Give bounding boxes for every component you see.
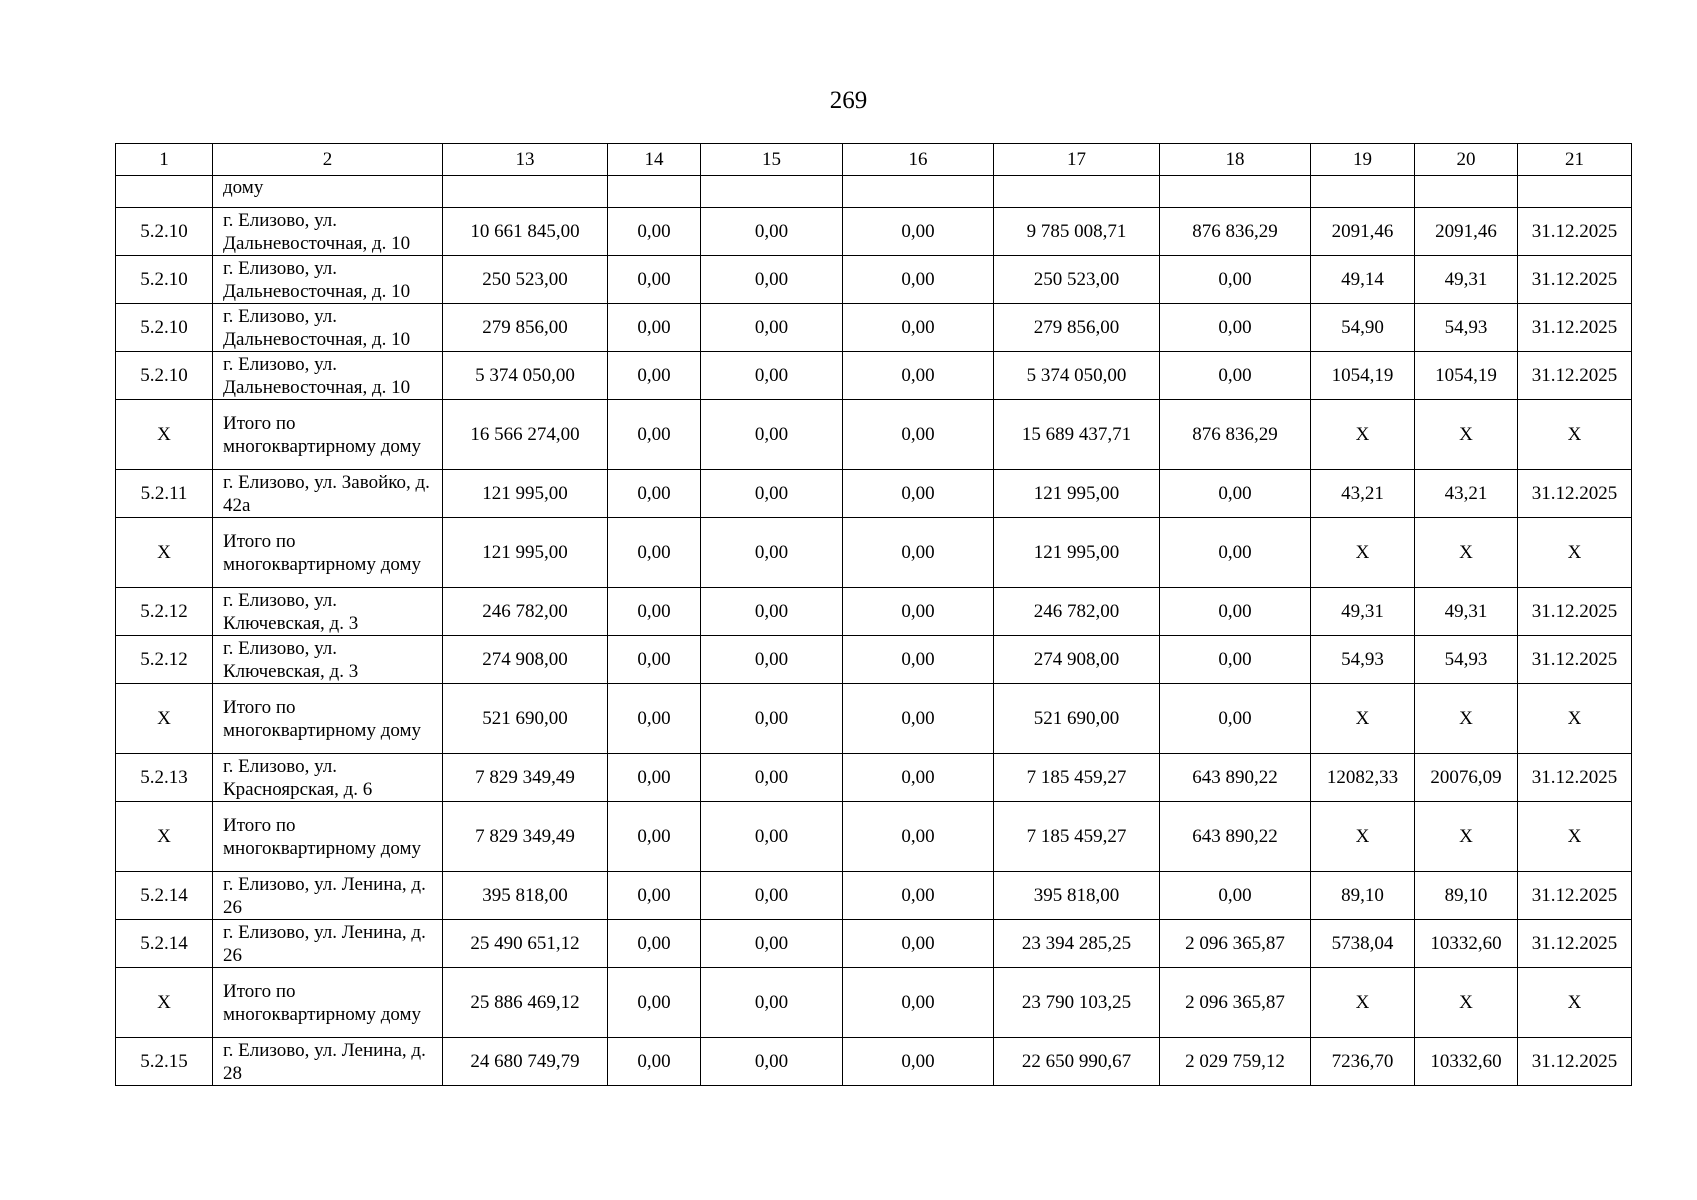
value-cell: 31.12.2025: [1518, 754, 1632, 802]
value-cell: 7 829 349,49: [443, 754, 608, 802]
value-cell: 1054,19: [1415, 352, 1518, 400]
value-cell: 0,00: [1160, 304, 1311, 352]
value-cell: 0,00: [701, 400, 843, 470]
column-header: 19: [1311, 144, 1415, 176]
value-cell: [1518, 176, 1632, 208]
value-cell: 0,00: [701, 754, 843, 802]
value-cell: 31.12.2025: [1518, 470, 1632, 518]
value-cell: 0,00: [843, 352, 994, 400]
value-cell: X: [1311, 802, 1415, 872]
value-cell: 0,00: [608, 256, 701, 304]
value-cell: 643 890,22: [1160, 754, 1311, 802]
value-cell: 643 890,22: [1160, 802, 1311, 872]
value-cell: 54,93: [1415, 304, 1518, 352]
value-cell: 876 836,29: [1160, 400, 1311, 470]
value-cell: 0,00: [608, 754, 701, 802]
table-header: [116, 144, 1632, 176]
value-cell: 0,00: [1160, 256, 1311, 304]
item-number-cell: X: [116, 518, 213, 588]
value-cell: X: [1518, 968, 1632, 1038]
address-cell: Итого по многоквартирному дому: [213, 968, 443, 1038]
item-number-cell: X: [116, 684, 213, 754]
value-cell: 25 886 469,12: [443, 968, 608, 1038]
value-cell: 0,00: [843, 208, 994, 256]
value-cell: 2 029 759,12: [1160, 1038, 1311, 1086]
value-cell: [994, 176, 1160, 208]
item-number-cell: 5.2.13: [116, 754, 213, 802]
item-number-cell: [116, 176, 213, 208]
value-cell: 0,00: [701, 208, 843, 256]
value-cell: 0,00: [608, 304, 701, 352]
value-cell: [843, 176, 994, 208]
value-cell: 0,00: [701, 684, 843, 754]
value-cell: X: [1415, 968, 1518, 1038]
value-cell: 279 856,00: [994, 304, 1160, 352]
value-cell: 0,00: [608, 872, 701, 920]
page-number: 269: [829, 87, 868, 114]
column-header: 14: [608, 144, 701, 176]
value-cell: 5 374 050,00: [443, 352, 608, 400]
value-cell: 89,10: [1415, 872, 1518, 920]
value-cell: [1415, 176, 1518, 208]
value-cell: 0,00: [701, 304, 843, 352]
value-cell: 25 490 651,12: [443, 920, 608, 968]
value-cell: 2091,46: [1311, 208, 1415, 256]
value-cell: 0,00: [701, 588, 843, 636]
value-cell: [443, 176, 608, 208]
value-cell: 2 096 365,87: [1160, 968, 1311, 1038]
table-row: [116, 872, 1632, 920]
table-row: [116, 920, 1632, 968]
value-cell: 0,00: [843, 518, 994, 588]
value-cell: 7 185 459,27: [994, 754, 1160, 802]
value-cell: 0,00: [701, 802, 843, 872]
address-cell: г. Елизово, ул. Завойко, д. 42а: [213, 470, 443, 518]
value-cell: 0,00: [843, 1038, 994, 1086]
value-cell: X: [1518, 684, 1632, 754]
column-header: 15: [701, 144, 843, 176]
value-cell: 0,00: [701, 518, 843, 588]
value-cell: X: [1518, 518, 1632, 588]
value-cell: 7236,70: [1311, 1038, 1415, 1086]
address-cell: г. Елизово, ул. Ленина, д. 28: [213, 1038, 443, 1086]
value-cell: 22 650 990,67: [994, 1038, 1160, 1086]
value-cell: 2 096 365,87: [1160, 920, 1311, 968]
address-cell: г. Елизово, ул. Ленина, д. 26: [213, 872, 443, 920]
subtotal-row: [116, 968, 1632, 1038]
value-cell: 521 690,00: [994, 684, 1160, 754]
value-cell: 0,00: [1160, 684, 1311, 754]
value-cell: X: [1311, 518, 1415, 588]
value-cell: 0,00: [843, 400, 994, 470]
value-cell: 49,31: [1311, 588, 1415, 636]
value-cell: 0,00: [1160, 470, 1311, 518]
item-number-cell: 5.2.12: [116, 588, 213, 636]
value-cell: 121 995,00: [443, 518, 608, 588]
value-cell: 0,00: [843, 304, 994, 352]
value-cell: 89,10: [1311, 872, 1415, 920]
value-cell: 10332,60: [1415, 1038, 1518, 1086]
table-row: [116, 754, 1632, 802]
value-cell: 1054,19: [1311, 352, 1415, 400]
value-cell: 0,00: [843, 256, 994, 304]
table-row: [116, 636, 1632, 684]
subtotal-row: [116, 802, 1632, 872]
value-cell: 121 995,00: [994, 470, 1160, 518]
item-number-cell: 5.2.10: [116, 352, 213, 400]
value-cell: 31.12.2025: [1518, 1038, 1632, 1086]
table-body: [116, 176, 1632, 1086]
value-cell: 121 995,00: [443, 470, 608, 518]
value-cell: X: [1415, 684, 1518, 754]
subtotal-row: [116, 684, 1632, 754]
item-number-cell: X: [116, 400, 213, 470]
address-cell: дому: [213, 176, 443, 208]
value-cell: 0,00: [608, 518, 701, 588]
value-cell: 246 782,00: [994, 588, 1160, 636]
value-cell: 31.12.2025: [1518, 208, 1632, 256]
value-cell: 0,00: [843, 588, 994, 636]
value-cell: 0,00: [1160, 872, 1311, 920]
value-cell: 43,21: [1311, 470, 1415, 518]
data-table: [115, 143, 1632, 1086]
item-number-cell: X: [116, 802, 213, 872]
value-cell: 0,00: [608, 470, 701, 518]
value-cell: 0,00: [701, 920, 843, 968]
value-cell: X: [1518, 802, 1632, 872]
table-row: [116, 470, 1632, 518]
column-header: 18: [1160, 144, 1311, 176]
value-cell: 23 790 103,25: [994, 968, 1160, 1038]
address-cell: г. Елизово, ул. Красноярская, д. 6: [213, 754, 443, 802]
value-cell: 279 856,00: [443, 304, 608, 352]
value-cell: 0,00: [701, 968, 843, 1038]
item-number-cell: 5.2.12: [116, 636, 213, 684]
table-row: [116, 208, 1632, 256]
value-cell: 0,00: [843, 636, 994, 684]
value-cell: 0,00: [843, 968, 994, 1038]
item-number-cell: 5.2.14: [116, 872, 213, 920]
value-cell: X: [1518, 400, 1632, 470]
address-cell: г. Елизово, ул. Дальневосточная, д. 10: [213, 304, 443, 352]
value-cell: 274 908,00: [443, 636, 608, 684]
value-cell: 5738,04: [1311, 920, 1415, 968]
address-cell: г. Елизово, ул. Дальневосточная, д. 10: [213, 352, 443, 400]
value-cell: 54,90: [1311, 304, 1415, 352]
column-header: 16: [843, 144, 994, 176]
value-cell: 0,00: [608, 1038, 701, 1086]
address-cell: Итого по многоквартирному дому: [213, 802, 443, 872]
value-cell: 0,00: [608, 802, 701, 872]
value-cell: 0,00: [701, 352, 843, 400]
value-cell: [1160, 176, 1311, 208]
value-cell: [1311, 176, 1415, 208]
value-cell: 24 680 749,79: [443, 1038, 608, 1086]
table-row: [116, 588, 1632, 636]
value-cell: 2091,46: [1415, 208, 1518, 256]
value-cell: X: [1415, 400, 1518, 470]
value-cell: 0,00: [608, 208, 701, 256]
value-cell: 0,00: [701, 872, 843, 920]
value-cell: X: [1311, 400, 1415, 470]
value-cell: 0,00: [608, 588, 701, 636]
table-row: [116, 304, 1632, 352]
value-cell: 521 690,00: [443, 684, 608, 754]
value-cell: 9 785 008,71: [994, 208, 1160, 256]
value-cell: 0,00: [608, 968, 701, 1038]
value-cell: 121 995,00: [994, 518, 1160, 588]
table-row: [116, 256, 1632, 304]
item-number-cell: 5.2.10: [116, 304, 213, 352]
value-cell: 31.12.2025: [1518, 636, 1632, 684]
column-header: 21: [1518, 144, 1632, 176]
value-cell: 0,00: [843, 920, 994, 968]
value-cell: 49,14: [1311, 256, 1415, 304]
value-cell: 0,00: [701, 470, 843, 518]
value-cell: 0,00: [701, 1038, 843, 1086]
value-cell: 395 818,00: [994, 872, 1160, 920]
value-cell: 7 829 349,49: [443, 802, 608, 872]
value-cell: 10332,60: [1415, 920, 1518, 968]
value-cell: 12082,33: [1311, 754, 1415, 802]
subtotal-row: [116, 400, 1632, 470]
address-cell: г. Елизово, ул. Ленина, д. 26: [213, 920, 443, 968]
value-cell: X: [1311, 684, 1415, 754]
item-number-cell: 5.2.11: [116, 470, 213, 518]
value-cell: 0,00: [843, 754, 994, 802]
value-cell: 7 185 459,27: [994, 802, 1160, 872]
value-cell: 0,00: [608, 920, 701, 968]
column-header: 13: [443, 144, 608, 176]
column-header: 20: [1415, 144, 1518, 176]
value-cell: 54,93: [1311, 636, 1415, 684]
address-cell: г. Елизово, ул. Ключевская, д. 3: [213, 588, 443, 636]
value-cell: 10 661 845,00: [443, 208, 608, 256]
subtotal-row: [116, 518, 1632, 588]
item-number-cell: 5.2.10: [116, 256, 213, 304]
column-header: 2: [213, 144, 443, 176]
value-cell: 49,31: [1415, 588, 1518, 636]
address-cell: Итого по многоквартирному дому: [213, 684, 443, 754]
column-header: 1: [116, 144, 213, 176]
value-cell: 395 818,00: [443, 872, 608, 920]
value-cell: 31.12.2025: [1518, 872, 1632, 920]
value-cell: 0,00: [608, 352, 701, 400]
value-cell: 0,00: [1160, 588, 1311, 636]
address-cell: Итого по многоквартирному дому: [213, 518, 443, 588]
value-cell: 0,00: [1160, 352, 1311, 400]
value-cell: 0,00: [843, 872, 994, 920]
value-cell: 250 523,00: [994, 256, 1160, 304]
value-cell: 0,00: [1160, 636, 1311, 684]
column-header: 17: [994, 144, 1160, 176]
value-cell: 876 836,29: [1160, 208, 1311, 256]
address-cell: Итого по многоквартирному дому: [213, 400, 443, 470]
value-cell: 0,00: [608, 636, 701, 684]
address-cell: г. Елизово, ул. Дальневосточная, д. 10: [213, 208, 443, 256]
value-cell: 0,00: [843, 684, 994, 754]
value-cell: 0,00: [608, 400, 701, 470]
value-cell: 0,00: [701, 256, 843, 304]
value-cell: 15 689 437,71: [994, 400, 1160, 470]
value-cell: 0,00: [843, 802, 994, 872]
value-cell: [701, 176, 843, 208]
value-cell: 31.12.2025: [1518, 256, 1632, 304]
value-cell: 31.12.2025: [1518, 920, 1632, 968]
value-cell: [608, 176, 701, 208]
value-cell: 16 566 274,00: [443, 400, 608, 470]
value-cell: X: [1415, 518, 1518, 588]
value-cell: X: [1311, 968, 1415, 1038]
value-cell: 250 523,00: [443, 256, 608, 304]
value-cell: 43,21: [1415, 470, 1518, 518]
item-number-cell: 5.2.15: [116, 1038, 213, 1086]
value-cell: 31.12.2025: [1518, 352, 1632, 400]
value-cell: 20076,09: [1415, 754, 1518, 802]
value-cell: 0,00: [843, 470, 994, 518]
value-cell: 5 374 050,00: [994, 352, 1160, 400]
value-cell: 54,93: [1415, 636, 1518, 684]
address-cell: г. Елизово, ул. Дальневосточная, д. 10: [213, 256, 443, 304]
value-cell: 274 908,00: [994, 636, 1160, 684]
address-cell: г. Елизово, ул. Ключевская, д. 3: [213, 636, 443, 684]
value-cell: 49,31: [1415, 256, 1518, 304]
table-row: [116, 176, 1632, 208]
value-cell: 0,00: [608, 684, 701, 754]
item-number-cell: X: [116, 968, 213, 1038]
value-cell: X: [1415, 802, 1518, 872]
value-cell: 23 394 285,25: [994, 920, 1160, 968]
value-cell: 0,00: [701, 636, 843, 684]
item-number-cell: 5.2.14: [116, 920, 213, 968]
table-row: [116, 352, 1632, 400]
item-number-cell: 5.2.10: [116, 208, 213, 256]
value-cell: 31.12.2025: [1518, 588, 1632, 636]
header-row: [116, 144, 1632, 176]
table-row: [116, 1038, 1632, 1086]
value-cell: 0,00: [1160, 518, 1311, 588]
value-cell: 31.12.2025: [1518, 304, 1632, 352]
value-cell: 246 782,00: [443, 588, 608, 636]
